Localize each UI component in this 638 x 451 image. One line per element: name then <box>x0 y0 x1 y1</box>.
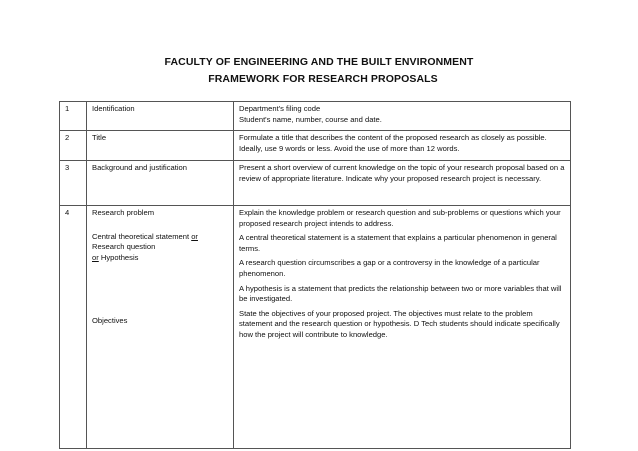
central-statement-label: Central theoretical statement or <box>92 231 198 241</box>
framework-table <box>59 101 571 449</box>
row-description <box>234 206 571 449</box>
or-underlined: or <box>92 252 99 262</box>
research-question-label: Research question <box>92 242 156 252</box>
desc-line: Department's filing code <box>239 104 321 113</box>
desc-paragraph: A hypothesis is a statement that predicts the relationship between two or more variables that will be investigated. <box>239 283 562 304</box>
hypothesis-label: or Hypothesis <box>92 252 139 262</box>
row-label: Background and justification <box>87 161 234 206</box>
desc-paragraph: A central theoretical statement is a statement that explains a particular phenomenon in general terms. <box>239 233 557 253</box>
desc-paragraph: Explain the knowledge problem or research question and sub-problems or questions which your proposed research project intends to address. <box>239 208 561 228</box>
table-row <box>60 102 571 131</box>
framework-heading: FRAMEWORK FOR RESEARCH PROPOSALS <box>208 73 438 85</box>
or-underlined: or <box>191 231 198 241</box>
row-label: Title <box>87 131 234 161</box>
row-label-group <box>87 206 234 449</box>
objectives-label: Objectives <box>92 316 128 326</box>
row-label: Identification <box>87 102 234 131</box>
desc-line: Student's name, number, course and date. <box>239 114 382 124</box>
row-number: 3 <box>60 161 87 206</box>
row-description <box>234 102 571 131</box>
desc-paragraph: State the objectives of your proposed project. The objectives must relate to the problem statement and the research question or hypothesis. D Tech students should indicate specifically how the project will contribute to knowledge. <box>239 308 560 339</box>
row-description: Formulate a title that describes the content of the proposed research as closely as possible. Ideally, use 9 words or less. Avoid the use of more than 12 words. <box>234 131 571 161</box>
row-label: Research problem <box>92 208 155 217</box>
table-row <box>60 131 571 161</box>
row-number: 1 <box>60 102 87 131</box>
row-number: 2 <box>60 131 87 161</box>
desc-paragraph: A research question circumscribes a gap or a controversy in the knowledge of a particular phenomenon. <box>239 258 540 278</box>
row-number: 4 <box>60 206 87 449</box>
row-description: Present a short overview of current knowledge on the topic of your research proposal based on a review of appropriate literature. Indicate why your proposed research project is necessary. <box>234 161 571 206</box>
table-row <box>60 161 571 206</box>
table-row <box>60 206 571 449</box>
faculty-heading: FACULTY OF ENGINEERING AND THE BUILT ENVIRONMENT <box>164 56 474 68</box>
